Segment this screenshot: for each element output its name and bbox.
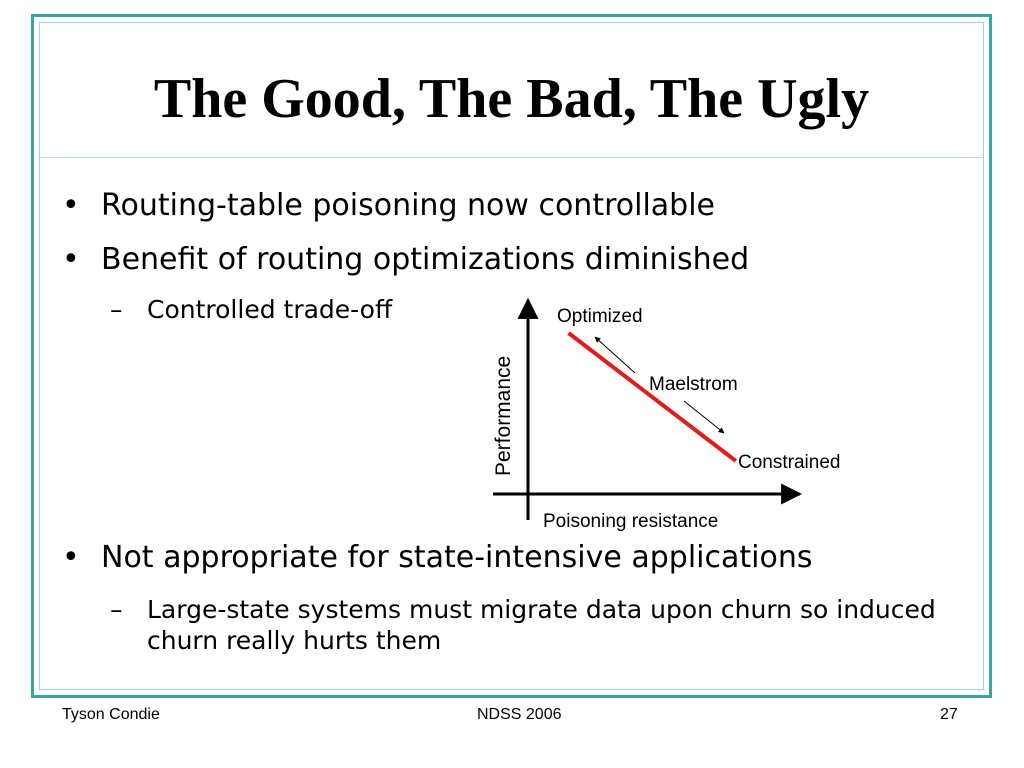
footer-page-number: 27	[940, 706, 958, 723]
annotation-optimized: Optimized	[557, 306, 643, 327]
footer-author: Tyson Condie	[62, 706, 160, 723]
sub-bullet-text: Large-state systems must migrate data upon churn so induced churn really hurts them	[147, 595, 936, 655]
bullet-glyph: •	[62, 540, 80, 575]
sub-bullet-glyph: –	[110, 595, 123, 624]
bullet-glyph: •	[62, 188, 80, 223]
x-axis-label: Poisoning resistance	[543, 511, 719, 532]
bullet-text: Not appropriate for state-intensive applications	[101, 540, 813, 575]
footer-venue: NDSS 2006	[477, 706, 562, 723]
y-axis-label: Performance	[492, 355, 515, 476]
annotation-maelstrom: Maelstrom	[649, 374, 738, 395]
bullet-glyph: •	[62, 242, 80, 277]
sub-bullet-text: Controlled trade-off	[147, 295, 393, 324]
bullet-text: Routing-table poisoning now controllable	[101, 188, 716, 223]
series-line-maelstrom	[569, 333, 736, 461]
sub-bullet-glyph: –	[110, 295, 123, 324]
bullet-text: Benefit of routing optimizations diminished	[101, 242, 750, 277]
slide-title: The Good, The Bad, The Ugly	[153, 68, 870, 130]
annotation-constrained: Constrained	[738, 452, 841, 473]
